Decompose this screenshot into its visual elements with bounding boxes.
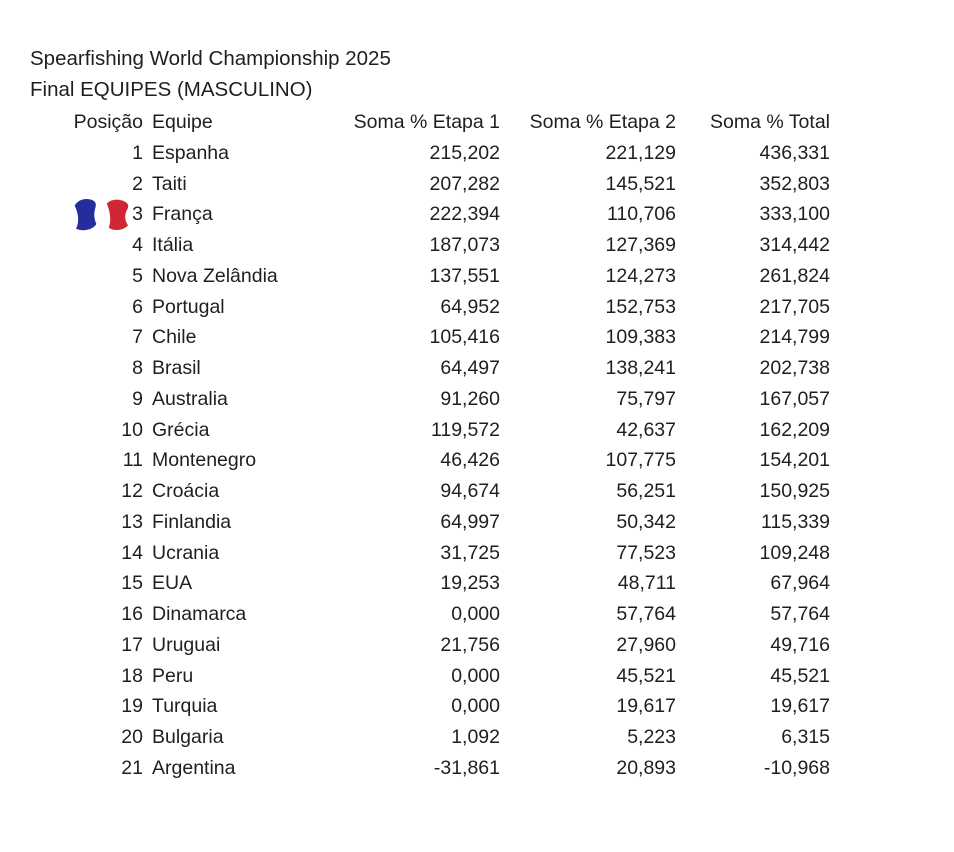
position-cell: 10 <box>121 418 143 441</box>
etapa1-cell: 31,725 <box>440 541 500 564</box>
position-cell: 11 <box>122 449 143 472</box>
total-cell: 154,201 <box>759 449 830 472</box>
position-cell: 21 <box>121 756 143 779</box>
table-row <box>30 722 830 753</box>
etapa1-cell: 0,000 <box>451 695 500 718</box>
team-cell: Chile <box>152 326 197 349</box>
team-cell: EUA <box>152 572 193 595</box>
table-row <box>30 415 830 446</box>
etapa1-cell: 222,394 <box>429 203 500 226</box>
total-cell: -10,968 <box>763 756 830 779</box>
team-cell: Brasil <box>152 357 201 379</box>
etapa1-cell: 46,426 <box>440 449 500 472</box>
team-cell: Finlandia <box>152 510 232 533</box>
position-cell: 17 <box>121 633 143 656</box>
table-row <box>30 599 830 630</box>
etapa1-cell: 207,282 <box>429 172 500 195</box>
header-total: Soma % Total <box>710 111 830 133</box>
etapa1-cell: 119,572 <box>430 418 500 441</box>
etapa2-cell: 5,223 <box>627 726 676 748</box>
table-row <box>30 661 830 692</box>
total-cell: 6,315 <box>781 726 830 748</box>
total-cell: 150,925 <box>759 480 830 502</box>
header-etapa2: Soma % Etapa 2 <box>529 111 676 133</box>
total-cell: 202,738 <box>759 357 830 379</box>
etapa1-cell: 137,551 <box>429 264 500 287</box>
header-equipe: Equipe <box>152 111 213 133</box>
position-cell: 3 <box>132 203 143 226</box>
etapa2-cell: 57,764 <box>616 603 676 625</box>
total-cell: 333,100 <box>759 203 830 226</box>
etapa2-cell: 45,521 <box>616 664 676 687</box>
etapa2-cell: 77,523 <box>616 541 676 564</box>
table-header-row <box>30 107 830 138</box>
etapa2-cell: 152,753 <box>605 295 676 318</box>
total-cell: 162,209 <box>759 418 830 441</box>
team-cell: Uruguai <box>152 633 221 656</box>
etapa2-cell: 48,711 <box>617 572 676 595</box>
position-cell: 13 <box>121 510 143 533</box>
etapa2-cell: 110,706 <box>606 203 676 226</box>
etapa2-cell: 145,521 <box>605 172 676 195</box>
etapa2-cell: 221,129 <box>605 141 676 164</box>
total-cell: 109,248 <box>759 541 830 564</box>
page-subtitle: Final EQUIPES (MASCULINO) <box>30 78 313 101</box>
total-cell: 19,617 <box>770 695 830 718</box>
etapa1-cell: -31,861 <box>433 756 500 779</box>
flag-red-band <box>107 199 128 229</box>
etapa2-cell: 107,775 <box>605 449 676 472</box>
team-cell: França <box>152 203 213 226</box>
header-etapa1: Soma % Etapa 1 <box>353 111 500 133</box>
france-flag-svg <box>72 198 134 232</box>
total-cell: 217,705 <box>759 295 830 318</box>
team-cell: Portugal <box>152 295 225 318</box>
etapa2-cell: 127,369 <box>605 234 676 256</box>
table-row <box>30 353 830 384</box>
total-cell: 167,057 <box>759 387 830 410</box>
table-row <box>30 292 830 323</box>
table-row <box>30 691 830 722</box>
team-cell: Peru <box>152 664 194 687</box>
team-cell: Taiti <box>152 172 187 195</box>
total-cell: 214,799 <box>759 326 830 349</box>
position-cell: 7 <box>132 326 143 349</box>
etapa1-cell: 0,000 <box>451 603 500 625</box>
total-cell: 45,521 <box>770 664 830 687</box>
etapa2-cell: 109,383 <box>605 326 676 349</box>
page-title: Spearfishing World Championship 2025 <box>30 47 391 70</box>
table-row <box>30 169 830 200</box>
table-row <box>30 568 830 599</box>
results-table <box>30 107 830 784</box>
etapa1-cell: 64,952 <box>440 295 500 318</box>
team-cell: Itália <box>152 234 194 256</box>
france-flag-icon <box>72 198 134 232</box>
position-cell: 15 <box>121 572 143 595</box>
total-cell: 57,764 <box>770 603 830 625</box>
position-cell: 9 <box>132 387 143 410</box>
etapa1-cell: 0,000 <box>451 664 500 687</box>
team-cell: Grécia <box>152 418 210 441</box>
team-cell: Dinamarca <box>152 603 247 625</box>
etapa2-cell: 50,342 <box>616 510 676 533</box>
header-posicao: Posição <box>73 111 143 133</box>
etapa1-cell: 94,674 <box>440 480 500 502</box>
position-cell: 18 <box>121 664 143 687</box>
etapa2-cell: 42,637 <box>616 418 676 441</box>
etapa1-cell: 19,253 <box>440 572 500 595</box>
team-cell: Espanha <box>152 141 229 164</box>
table-row <box>30 199 830 230</box>
etapa2-cell: 138,241 <box>605 357 676 379</box>
position-cell: 8 <box>132 357 143 379</box>
etapa2-cell: 19,617 <box>616 695 676 718</box>
table-row <box>30 476 830 507</box>
position-cell: 12 <box>121 480 143 502</box>
etapa2-cell: 56,251 <box>616 480 676 502</box>
position-cell: 20 <box>121 726 143 748</box>
position-cell: 5 <box>132 264 143 287</box>
etapa2-cell: 124,273 <box>605 264 676 287</box>
position-cell: 16 <box>121 603 143 625</box>
total-cell: 49,716 <box>770 633 830 656</box>
table-row <box>30 322 830 353</box>
etapa1-cell: 215,202 <box>429 141 500 164</box>
team-cell: Nova Zelândia <box>152 264 278 287</box>
position-cell: 6 <box>132 295 143 318</box>
total-cell: 67,964 <box>770 572 830 595</box>
total-cell: 314,442 <box>759 234 830 256</box>
etapa1-cell: 91,260 <box>440 387 500 410</box>
table-row <box>30 753 830 784</box>
etapa1-cell: 64,497 <box>440 357 500 379</box>
team-cell: Croácia <box>152 480 220 502</box>
position-cell: 1 <box>132 141 143 164</box>
team-cell: Ucrania <box>152 541 220 564</box>
total-cell: 352,803 <box>759 172 830 195</box>
table-row <box>30 630 830 661</box>
table-row <box>30 230 830 261</box>
etapa2-cell: 27,960 <box>616 633 676 656</box>
team-cell: Turquia <box>152 695 218 718</box>
team-cell: Argentina <box>152 756 236 779</box>
table-row <box>30 507 830 538</box>
team-cell: Montenegro <box>152 449 257 472</box>
table-row <box>30 261 830 292</box>
position-cell: 2 <box>132 172 143 195</box>
etapa2-cell: 20,893 <box>616 756 676 779</box>
etapa2-cell: 75,797 <box>616 387 676 410</box>
etapa1-cell: 21,756 <box>440 633 500 656</box>
flag-blue-band <box>75 199 97 230</box>
table-row <box>30 538 830 569</box>
table-row <box>30 445 830 476</box>
etapa1-cell: 64,997 <box>440 510 500 533</box>
total-cell: 261,824 <box>759 264 830 287</box>
team-cell: Australia <box>152 387 228 410</box>
position-cell: 4 <box>132 234 143 256</box>
position-cell: 19 <box>121 695 143 718</box>
etapa1-cell: 187,073 <box>429 234 500 256</box>
position-cell: 14 <box>121 541 143 564</box>
team-cell: Bulgaria <box>152 726 224 748</box>
etapa1-cell: 105,416 <box>429 326 500 349</box>
table-row <box>30 138 830 169</box>
table-row <box>30 384 830 415</box>
total-cell: 436,331 <box>759 141 830 164</box>
total-cell: 115,339 <box>760 510 830 533</box>
etapa1-cell: 1,092 <box>451 726 500 748</box>
